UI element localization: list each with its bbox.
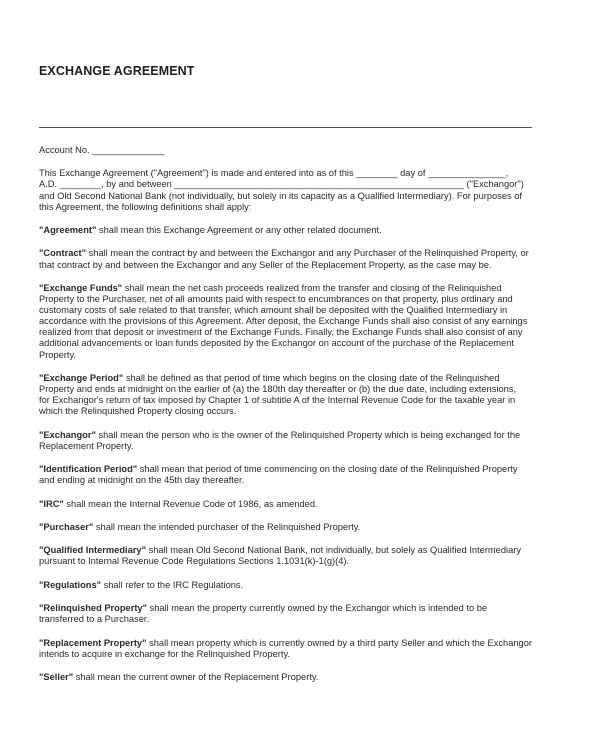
definition-line [39, 225, 534, 236]
definition-line [39, 556, 534, 567]
definition-text: intends to acquire in exchange for the Relinquished Property. [39, 648, 290, 659]
definition-text: and ending at midnight on the 45th day thereafter. [39, 475, 245, 486]
definition-line [39, 441, 534, 452]
definition-term: "Qualified Intermediary" [39, 545, 146, 556]
definition-text: Property. [39, 349, 77, 360]
definition-term: "Agreement" [39, 225, 97, 236]
definition-line [39, 260, 534, 271]
definition-line [39, 395, 534, 406]
definition-term: "Exchangor" [39, 429, 96, 440]
definition-term: "Purchaser" [39, 521, 94, 532]
definition-text: realized from that deposit or investment of the Exchange Funds. Finally, the Exchange Funds shall also consist of any [39, 327, 523, 338]
definitions-list [39, 225, 534, 683]
definition-line [39, 283, 534, 294]
definition-text: Property to the Purchaser, net of all amounts paid with respect to encumbrances on that property, plus ordinary and [39, 294, 513, 305]
definition-line [39, 638, 534, 649]
definition-paragraph [39, 603, 534, 625]
definition-term: "Identification Period" [39, 464, 138, 475]
definition-text: shall mean property which is currently owned by a third party Seller and which the Exchangor [146, 637, 532, 648]
definition-line [39, 305, 534, 316]
definition-text: shall mean the contract by and between the Exchangor and any Purchaser of the Relinquished Property, or [86, 248, 529, 259]
definition-text: shall be defined as that period of time which begins on the closing date of the Relinquished [123, 372, 500, 383]
definition-text: for Exchangor's return of tax imposed by Chapter 1 of subtitle A of the Internal Revenue Code for the taxable year in [39, 395, 516, 406]
definition-term: "Exchange Funds" [39, 282, 123, 293]
definition-text: shall mean the net cash proceeds realized from the transfer and closing of the Relinquished [122, 282, 502, 293]
document-body [39, 145, 534, 696]
definition-text: accordance with the provisions of this Agreement. After deposit, the Exchange Funds shall also consist of any earnings [39, 316, 528, 327]
definition-line [39, 649, 534, 660]
definition-paragraph [39, 283, 534, 361]
definition-paragraph [39, 638, 534, 660]
definition-line [39, 614, 534, 625]
definition-line [39, 248, 534, 259]
definition-term: "Replacement Property" [39, 637, 147, 648]
document-page [39, 0, 534, 730]
definition-paragraph [39, 430, 534, 452]
definition-paragraph [39, 464, 534, 486]
intro-line: this Agreement, the following definitions shall apply: [39, 201, 252, 212]
intro-line: and Old Second National Bank (not individually, but solely in its capacity as a Qualified Intermediary). For purposes of [39, 190, 522, 201]
definition-paragraph [39, 522, 534, 533]
definition-line [39, 430, 534, 441]
definition-paragraph [39, 580, 534, 591]
intro-paragraph [39, 168, 534, 212]
definition-text: shall refer to the IRC Regulations. [101, 579, 244, 590]
definition-line [39, 350, 534, 361]
definition-line [39, 475, 534, 486]
definition-text: shall mean the Internal Revenue Code of 1986, as amended. [63, 498, 318, 509]
definition-term: "Exchange Period" [39, 372, 124, 383]
definition-text: shall mean the current owner of the Replacement Property. [73, 672, 319, 683]
definition-line [39, 327, 534, 338]
definition-paragraph [39, 672, 534, 683]
definition-text: customary costs of sale related to that transfer, which amount shall be deposited with the Qualified Intermediary in [39, 305, 508, 316]
definition-line [39, 294, 534, 305]
title-divider [39, 127, 532, 128]
definition-term: "Seller" [39, 672, 74, 683]
definition-term: "Contract" [39, 248, 87, 259]
definition-text: Property and ends at midnight on the earlier of (a) the 180th day thereafter or (b) the due date, including extensions, [39, 383, 517, 394]
definition-paragraph [39, 248, 534, 270]
definition-text: that contract by and between the Exchangor and any Seller of the Replacement Property, as the case may be. [39, 259, 492, 270]
definition-term: "IRC" [39, 498, 64, 509]
definition-line [39, 373, 534, 384]
definition-paragraph [39, 225, 534, 236]
definition-text: additional advancements or loan funds deposited by the Exchangor on account of the purchase of the Replacement [39, 338, 514, 349]
definition-text: Replacement Property. [39, 440, 134, 451]
definition-paragraph [39, 499, 534, 510]
definition-line [39, 338, 534, 349]
definition-line [39, 522, 534, 533]
definition-line [39, 545, 534, 556]
definition-line [39, 406, 534, 417]
account-number-line: Account No. ______________ [39, 145, 165, 155]
definition-term: "Regulations" [39, 579, 102, 590]
intro-line: This Exchange Agreement ("Agreement") is made and entered into as of this ________ day of _______________, [39, 168, 509, 179]
definition-text: transferred to a Purchaser. [39, 614, 150, 625]
definition-line [39, 603, 534, 614]
definition-text: shall mean that period of time commencing on the closing date of the Relinquished Property [137, 464, 518, 475]
definition-text: which the Relinquished Property closing occurs. [39, 406, 237, 417]
definition-text: shall mean the intended purchaser of the Relinquished Property. [93, 521, 361, 532]
definition-term: "Relinquished Property" [39, 603, 147, 614]
definition-text: shall mean this Exchange Agreement or any other related document. [96, 225, 382, 236]
definition-line [39, 499, 534, 510]
definition-text: shall mean the person who is the owner of the Relinquished Property which is being exchanged for the [95, 429, 521, 440]
definition-text: pursuant to Internal Revenue Code Regulations Sections 1.1031(k)-1(g)(4). [39, 556, 350, 567]
definition-text: shall mean Old Second National Bank, not individually, but solely as Qualified Intermediary [145, 545, 521, 556]
document-title: EXCHANGE AGREEMENT [39, 64, 195, 78]
definition-text: shall mean the property currently owned by the Exchangor which is intended to be [147, 603, 488, 614]
definition-paragraph [39, 545, 534, 567]
definition-line [39, 384, 534, 395]
definition-line [39, 580, 534, 591]
definition-paragraph [39, 373, 534, 417]
definition-line [39, 672, 534, 683]
definition-line [39, 316, 534, 327]
definition-line [39, 464, 534, 475]
intro-line: A.D. ________, by and between ________________________________________________________ ("Exchangor") [39, 179, 524, 190]
